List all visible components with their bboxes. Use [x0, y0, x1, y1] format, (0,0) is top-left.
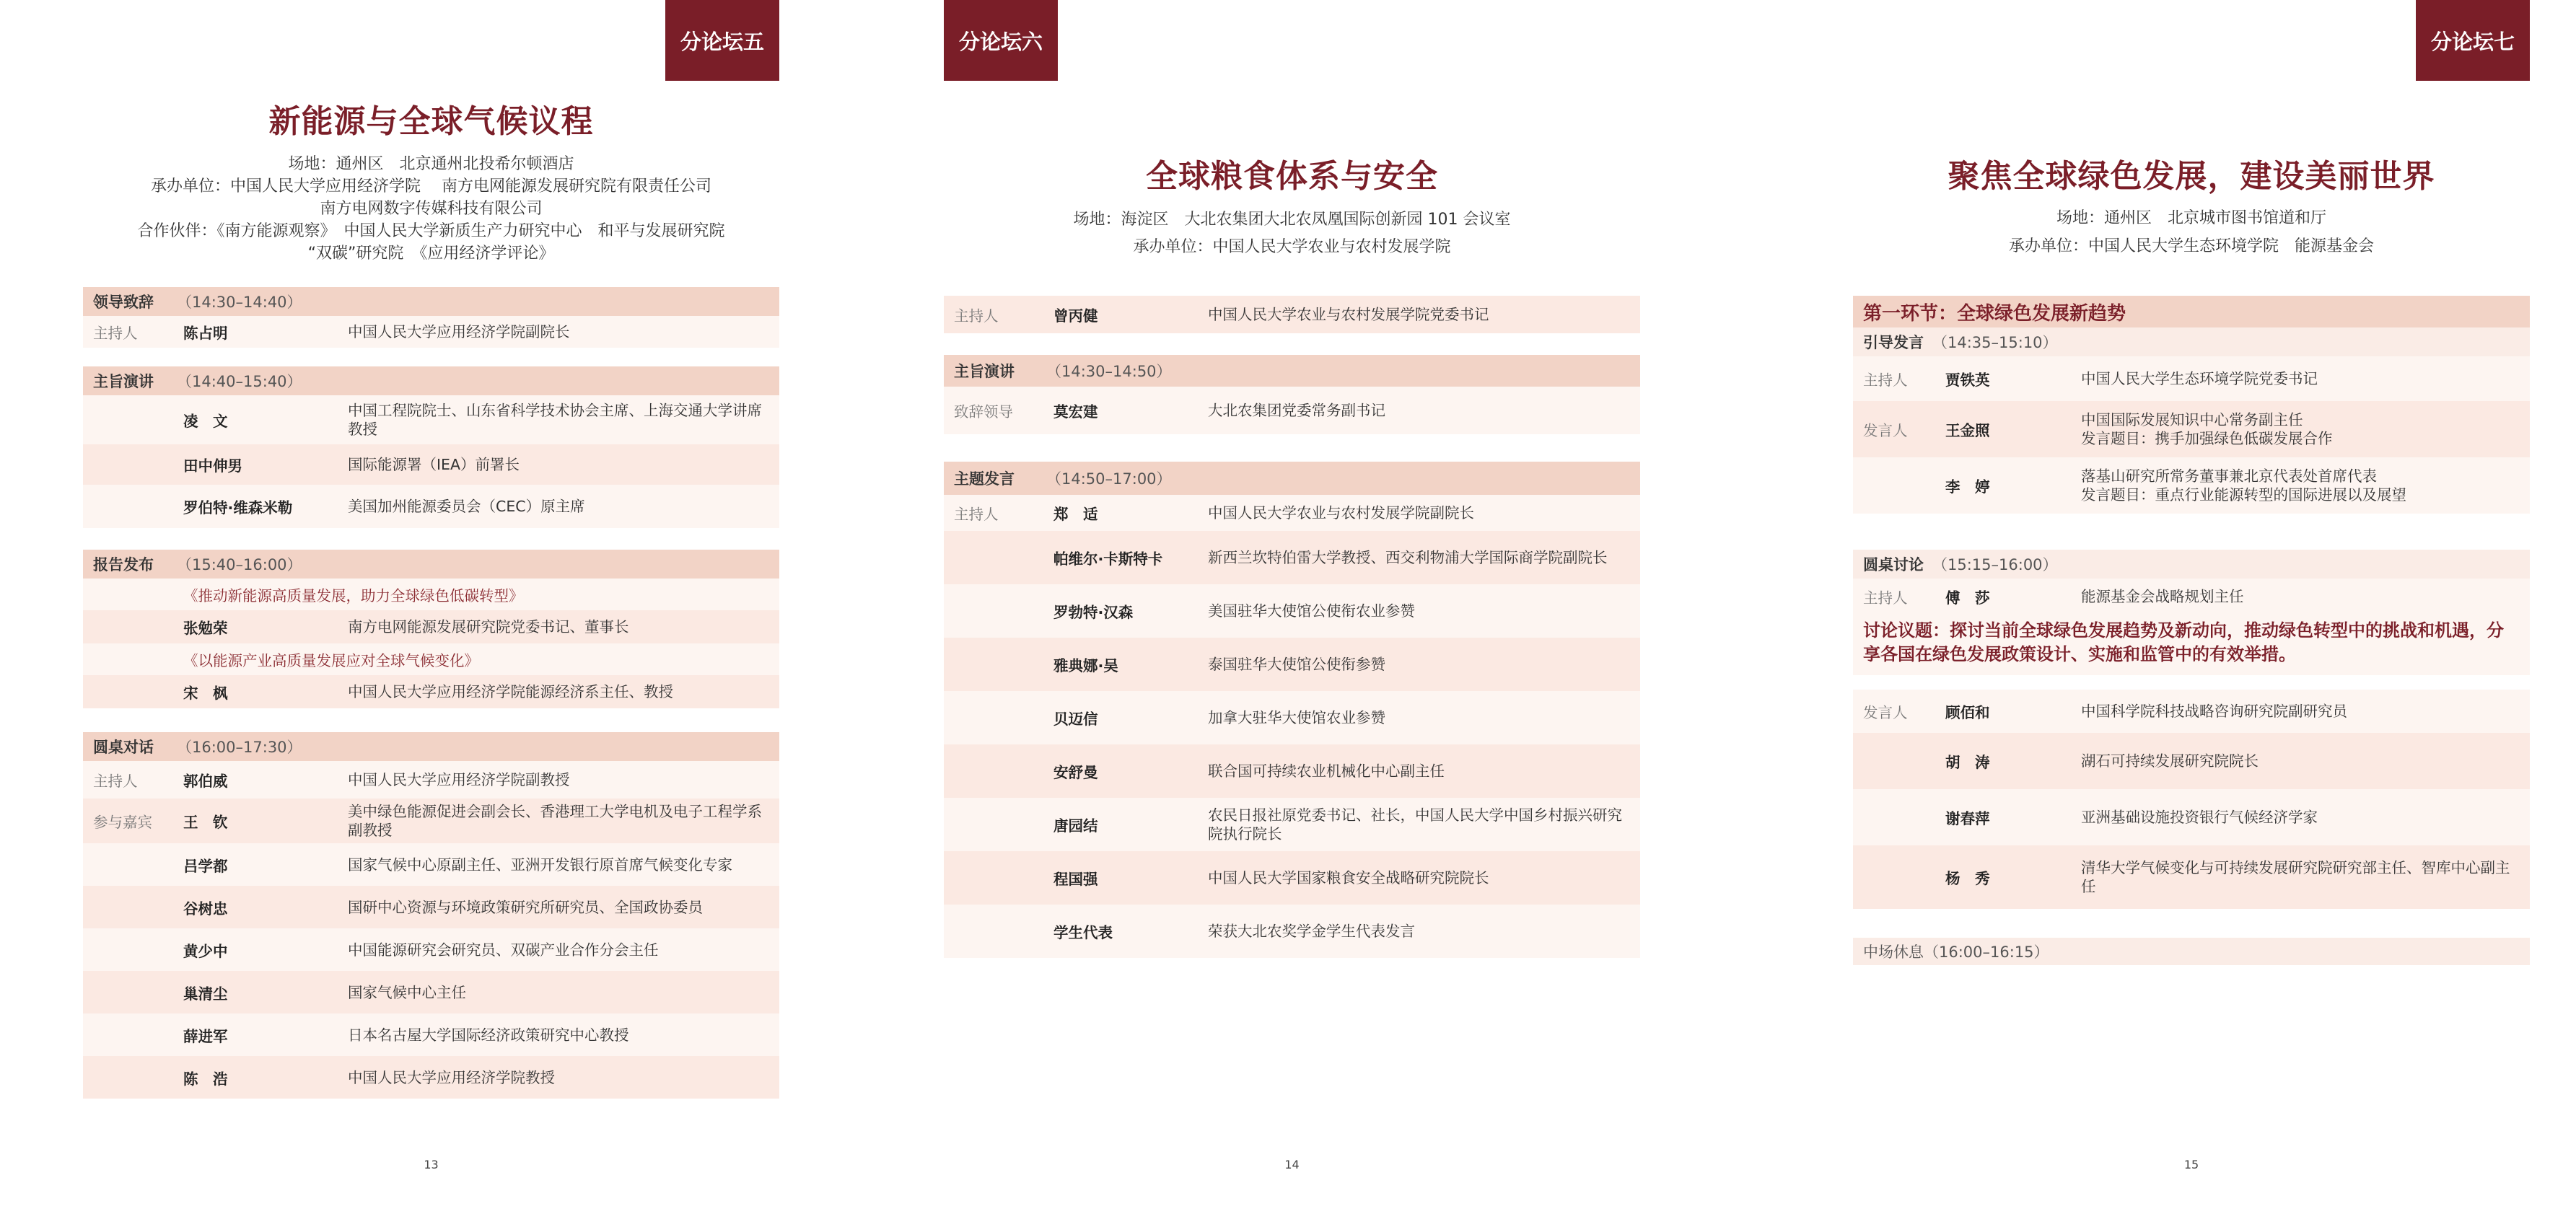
section-header [83, 287, 779, 316]
row-desc: 中国人民大学农业与农村发展学院副院长 [1208, 504, 1474, 522]
row-desc-topic: 发言题目：重点行业能源转型的国际进展以及展望 [2081, 486, 2406, 503]
row-desc: 清华大学气候变化与可持续发展研究院研究部主任、智库中心副主任 [2081, 859, 2510, 895]
section-time: （14:50–17:00） [1046, 470, 1172, 488]
row-role: 致辞领导 [954, 403, 1013, 421]
row-desc: 国家气候中心原副主任、亚洲开发银行原首席气候变化专家 [348, 855, 732, 874]
table-row [944, 744, 1640, 798]
report-title-text: 《推动新能源高质量发展，助力全球绿色低碳转型》 [183, 587, 524, 604]
table-row [944, 584, 1640, 638]
section-time: （14:40–15:40） [177, 373, 302, 390]
table-row [1853, 401, 2530, 457]
row-desc: 中国人民大学应用经济学院教授 [348, 1068, 555, 1086]
row-name: 王 钦 [183, 814, 228, 831]
row-name: 田中伸男 [183, 457, 242, 475]
row-role: 参与嘉宾 [93, 814, 152, 831]
row-role: 主持人 [1863, 589, 1908, 607]
row-name: 罗伯特·维森米勒 [183, 499, 293, 516]
table-row [1853, 356, 2530, 401]
section-header [944, 355, 1640, 387]
row-desc: 国研中心资源与环境政策研究所研究员、全国政协委员 [348, 898, 703, 916]
row-name: 吕学都 [183, 857, 228, 875]
section-report-release [83, 550, 779, 708]
table-row [1853, 579, 2530, 615]
row-name: 顾佰和 [1945, 704, 1990, 721]
row-desc: 中国人民大学应用经济学院副教授 [348, 771, 570, 788]
row-role: 主持人 [1863, 371, 1908, 389]
table-row [1853, 457, 2530, 514]
row-desc: 泰国驻华大使馆公使衔参赞 [1208, 656, 1385, 673]
table-row [83, 395, 779, 444]
row-desc: 湖石可持续发展研究院院长 [2081, 752, 2259, 770]
section-leader-speech [83, 287, 779, 348]
row-name: 谢春萍 [1945, 810, 1990, 827]
row-desc: 国际能源署（IEA）前署长 [348, 456, 520, 473]
forum-badge: 分论坛五 [665, 0, 779, 81]
meta-line: 南方电网数字传媒科技有限公司 [320, 200, 543, 218]
table-row [83, 444, 779, 485]
table-row [944, 495, 1640, 531]
table-row [944, 691, 1640, 744]
row-desc-line: 落基山研究所常务董事兼北京代表处首席代表 [2081, 467, 2377, 485]
row-desc: 农民日报社原党委书记、社长，中国人民大学中国乡村振兴研究院执行院长 [1208, 806, 1622, 843]
row-name: 王金照 [1945, 422, 1990, 439]
row-desc: 美国驻华大使馆公使衔农业参赞 [1208, 602, 1415, 620]
row-desc [2081, 410, 2530, 448]
panel-speakers [1853, 690, 2530, 909]
page-14 [944, 0, 1640, 1214]
row-desc: 中国人民大学农业与农村发展学院党委书记 [1208, 306, 1489, 323]
table-row [944, 531, 1640, 584]
row-desc: 中国人民大学国家粮食安全战略研究院院长 [1208, 869, 1489, 887]
table-row [944, 905, 1640, 958]
row-name: 巢清尘 [183, 985, 228, 1003]
section-title: 主旨演讲 [93, 373, 154, 390]
row-desc: 中国能源研究会研究员、双碳产业合作分会主任 [348, 941, 659, 959]
table-row [944, 638, 1640, 691]
row-desc: 联合国可持续农业机械化中心副主任 [1208, 762, 1445, 780]
row-name: 黄少中 [183, 942, 228, 960]
section-time: （14:30–14:50） [1046, 363, 1172, 380]
row-name: 安舒曼 [1053, 764, 1098, 781]
table-row [83, 675, 779, 708]
row-desc [2081, 467, 2530, 504]
row-desc: 日本名古屋大学国际经济政策研究中心教授 [348, 1026, 629, 1044]
row-desc: 能源基金会战略规划主任 [2081, 588, 2244, 605]
discussion-topic: 讨论议题：探讨当前全球绿色发展趋势及新动向，推动绿色转型中的挑战和机遇，分享各国在绿色发展政策设计、实施和监管中的有效举措。 [1853, 615, 2530, 675]
row-name: 唐园结 [1053, 817, 1098, 835]
row-role: 主持人 [954, 506, 999, 523]
row-desc: 中国人民大学应用经济学院能源经济系主任、教授 [348, 683, 673, 700]
table-row [83, 761, 779, 799]
section-title: 主旨演讲 [954, 363, 1015, 380]
page-number: 13 [424, 1158, 439, 1171]
forum-badge: 分论坛六 [944, 0, 1058, 81]
section-title: 引导发言 [1863, 334, 1924, 351]
forum-title: 聚焦全球绿色发展，建设美丽世界 [1948, 158, 2435, 195]
section-roundtable [1853, 550, 2530, 675]
meta-line: 合作伙伴：《南方能源观察》 中国人民大学新质生产力研究中心 和平与发展研究院 [137, 222, 725, 240]
row-role: 发言人 [1863, 704, 1908, 721]
table-row [83, 610, 779, 643]
meta-line: 场地：通州区 北京通州北投希尔顿酒店 [288, 155, 574, 173]
table-row [83, 928, 779, 971]
report-title-text: 《以能源产业高质量发展应对全球气候变化》 [183, 652, 479, 669]
row-desc: 加拿大驻华大使馆农业参赞 [1208, 709, 1385, 726]
page-13 [83, 0, 779, 1214]
section-header [1853, 327, 2530, 356]
row-name: 学生代表 [1053, 924, 1113, 941]
section-time: （14:35–15:10） [1932, 334, 2058, 351]
table-row [83, 799, 779, 843]
report-title [83, 643, 779, 675]
forum-meta [1853, 204, 2530, 260]
table-row [944, 387, 1640, 434]
section-time: （14:30–14:40） [177, 294, 302, 311]
section-keynote [83, 366, 779, 528]
row-name: 贾铁英 [1945, 371, 1990, 389]
stage-title: 第一环节：全球绿色发展新趋势 [1863, 302, 2126, 325]
row-desc: 美中绿色能源促进会副会长、香港理工大学电机及电子工程学系副教授 [348, 803, 762, 839]
row-name: 帕维尔·卡斯特卡 [1053, 550, 1163, 568]
host-row-container [944, 296, 1640, 333]
section-theme-speech [944, 462, 1640, 958]
page-15 [1853, 0, 2530, 1214]
table-row [83, 1013, 779, 1056]
row-desc: 新西兰坎特伯雷大学教授、西交利物浦大学国际商学院副院长 [1208, 549, 1608, 566]
row-name: 李 婷 [1945, 478, 1990, 496]
page-number: 14 [1284, 1158, 1300, 1171]
table-row [83, 843, 779, 886]
row-desc: 大北农集团党委常务副书记 [1208, 402, 1385, 419]
row-role: 主持人 [93, 325, 138, 342]
stage-one [1853, 296, 2530, 514]
table-row [1853, 733, 2530, 789]
row-desc-line: 中国国际发展知识中心常务副主任 [2081, 411, 2303, 428]
forum-title: 新能源与全球气候议程 [268, 103, 594, 140]
row-desc: 国家气候中心主任 [348, 983, 466, 1001]
section-header [1853, 550, 2530, 579]
forum-badge: 分论坛七 [2416, 0, 2530, 81]
section-header [944, 462, 1640, 495]
row-name: 郑 适 [1053, 506, 1098, 523]
row-name: 傅 莎 [1945, 589, 1990, 607]
row-name: 杨 秀 [1945, 870, 1990, 887]
row-name: 罗勃特·汉森 [1053, 604, 1134, 621]
table-row [83, 1056, 779, 1099]
row-name: 雅典娜·吴 [1053, 657, 1118, 674]
section-title: 领导致辞 [93, 294, 154, 311]
section-title: 圆桌对话 [93, 739, 154, 756]
row-name: 曾丙健 [1053, 307, 1098, 325]
row-role: 主持人 [93, 773, 138, 790]
section-time: （15:40–16:00） [177, 556, 302, 573]
row-name: 陈 浩 [183, 1070, 228, 1088]
break-bar [1853, 938, 2530, 965]
table-row [1853, 845, 2530, 909]
meta-line: 场地：海淀区 大北农集团大北农凤凰国际创新园 101 会议室 [1073, 211, 1511, 229]
table-row [83, 485, 779, 528]
meta-line: 承办单位：中国人民大学生态环境学院 能源基金会 [2008, 237, 2374, 255]
row-desc: 中国人民大学应用经济学院副院长 [348, 323, 570, 340]
section-header [83, 550, 779, 579]
section-keynote [944, 355, 1640, 434]
page-number: 15 [2183, 1158, 2199, 1171]
row-name: 贝迈信 [1053, 711, 1098, 728]
section-title: 报告发布 [93, 556, 154, 573]
row-desc: 中国工程院院士、山东省科学技术协会主席、上海交通大学讲席教授 [348, 402, 762, 438]
stage-title-bar [1853, 296, 2530, 327]
forum-meta [83, 153, 779, 265]
row-desc: 中国人民大学生态环境学院党委书记 [2081, 370, 2318, 387]
row-name: 凌 文 [183, 413, 228, 430]
table-row [944, 798, 1640, 851]
section-title: 圆桌讨论 [1863, 556, 1924, 573]
meta-line: 承办单位：中国人民大学应用经济学院 南方电网能源发展研究院有限责任公司 [151, 177, 711, 195]
row-role: 主持人 [954, 307, 999, 325]
section-time: （15:15–16:00） [1932, 556, 2058, 573]
table-row [83, 971, 779, 1013]
row-name: 陈占明 [183, 325, 228, 342]
row-desc: 中国科学院科技战略咨询研究院副研究员 [2081, 703, 2347, 720]
row-role: 发言人 [1863, 422, 1908, 439]
row-desc-topic: 发言题目：携手加强绿色低碳发展合作 [2081, 430, 2333, 447]
row-name: 谷树忠 [183, 899, 228, 918]
row-name: 张勉荣 [183, 620, 228, 637]
table-row [944, 851, 1640, 905]
row-name: 郭伯威 [183, 773, 228, 790]
forum-title: 全球粮食体系与安全 [1146, 158, 1438, 195]
row-name: 胡 涛 [1945, 754, 1990, 771]
row-name: 程国强 [1053, 871, 1098, 888]
section-time: （16:00–17:30） [177, 739, 302, 756]
section-header [83, 732, 779, 761]
row-desc: 亚洲基础设施投资银行气候经济学家 [2081, 809, 2318, 826]
row-name: 宋 枫 [183, 685, 228, 702]
table-row [83, 886, 779, 928]
table-row [83, 316, 779, 348]
row-desc: 美国加州能源委员会（CEC）原主席 [348, 498, 585, 515]
row-desc: 荣获大北农奖学金学生代表发言 [1208, 923, 1415, 940]
meta-line: 承办单位：中国人民大学农业与农村发展学院 [1133, 238, 1451, 256]
table-row [1853, 789, 2530, 845]
forum-meta [944, 206, 1640, 261]
table-row [1853, 690, 2530, 733]
row-name: 薛进军 [183, 1027, 228, 1045]
meta-line: “双碳”研究院 《应用经济学评论》 [307, 245, 555, 263]
row-name: 莫宏建 [1053, 403, 1098, 421]
row-desc: 南方电网能源发展研究院党委书记、董事长 [348, 618, 629, 635]
section-roundtable [83, 732, 779, 1099]
table-row [944, 296, 1640, 333]
break-label: 中场休息（16:00–16:15） [1853, 938, 2530, 965]
section-title: 主题发言 [954, 470, 1015, 488]
report-title [83, 579, 779, 610]
section-header [83, 366, 779, 395]
meta-line: 场地：通州区 北京城市图书馆道和厅 [2056, 209, 2326, 227]
